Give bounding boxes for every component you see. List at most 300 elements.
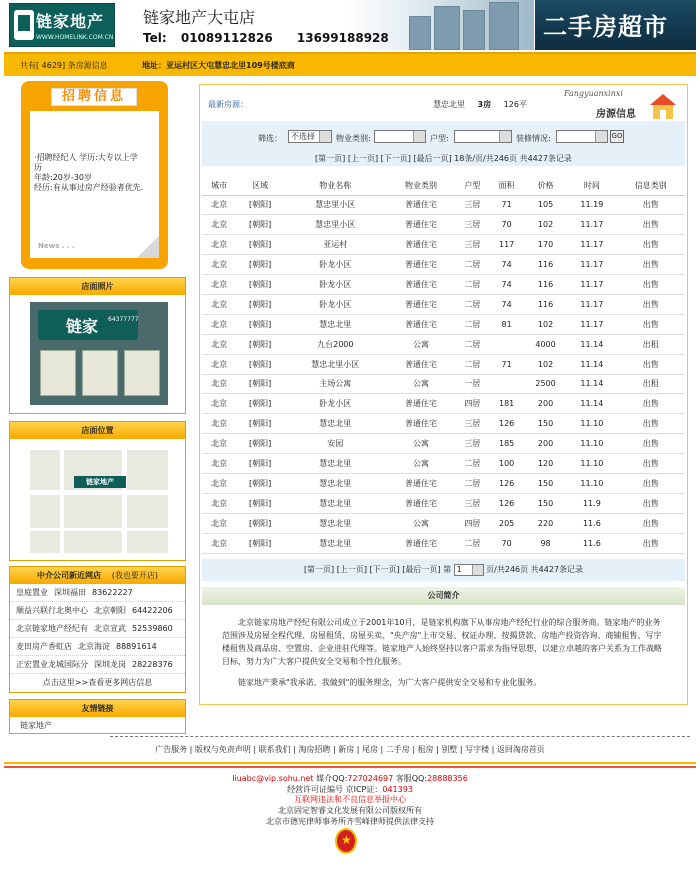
table-cell: 出租 [616,334,685,354]
table-cell: [朝阳] [236,255,284,275]
table-cell: 11.17 [567,255,616,275]
table-cell: 205 [490,513,524,533]
table-cell: [朝阳] [236,493,284,513]
agency-name: 皇庭置业 [16,588,48,597]
table-cell: 出售 [616,454,685,474]
table-cell: 120 [524,454,568,474]
tel-label: Tel: [143,31,167,45]
table-cell: 70 [490,215,524,235]
bottom-pager [202,559,685,581]
table-cell: 11.17 [567,314,616,334]
table-cell: 11.17 [567,275,616,295]
table-cell: 11.10 [567,454,616,474]
table-cell: 出售 [616,215,685,235]
store-sign [38,310,138,340]
table-cell: 北京 [202,215,236,235]
table-cell[interactable]: 九台2000 [284,334,387,354]
intro-paragraph: 链家地产秉承"我承诺、我做到"的服务理念，为广大客户提供安全交易和专业化服务。 [238,678,542,687]
store-address: 地址：亚运村区大屯慧忠北里109号楼底商 [142,61,295,70]
agency-area: 北京朝阳 [94,606,126,615]
table-cell[interactable]: 慧忠北里 [284,314,387,334]
recent-listing[interactable] [433,99,537,110]
table-cell: 二居 [455,294,489,314]
map-road [60,450,64,553]
intro-paragraph: 北京链家房地产经纪有限公司成立于2001年10月，是链家机构旗下从事房地产经纪行业的综合服务商。链家地产的业务范围涉及房屋全程代理、房屋租赁、房屋买卖、"央产房"上市交易、权证办理、按揭贷款、房地产投资咨询、商铺租售、写字楼租售及商品房、空置房、企业进驻代理等。链家地产人始终坚持以客户需求为指导思想，以建立卓越的客户关系为工作战略目标，努力为广大客户提供安全交易和个性化服务。 [222,618,662,666]
type-select[interactable] [374,130,426,143]
table-cell: 二居 [455,454,489,474]
recruit-line: 年龄:20岁-30岁 [34,173,92,182]
agency-item[interactable] [10,620,185,638]
agencies-title: 中介公司新近网店 [36,571,101,580]
agency-tel: 88891614 [116,642,157,651]
table-cell: 出租 [616,374,685,394]
table-cell[interactable]: 慧忠北里小区 [284,354,387,374]
table-cell: 出售 [616,275,685,295]
table-cell: 出售 [616,294,685,314]
table-cell[interactable]: 慧忠北里 [284,493,387,513]
table-cell [490,374,524,394]
table-cell: 11.19 [567,195,616,215]
logo[interactable] [9,3,115,47]
store-photo-title: 店面照片 [10,278,185,295]
qq-number: 727024697 [347,774,394,783]
bottom-pager-links[interactable]: [第一页] [上一页] [下一页] [最后一页] 第 [303,565,452,574]
type-label: 物业类别: [336,134,371,143]
map-road [122,450,127,553]
store-sign-phone: 64377777 [108,316,139,323]
table-cell: 公寓 [387,513,456,533]
table-cell: 11.6 [567,533,616,553]
store-photo-panel [9,277,186,414]
building-image [489,2,519,50]
store-photo-image[interactable] [30,302,168,405]
layout-select[interactable] [454,130,512,143]
police-emblem-icon[interactable] [335,828,357,854]
store-map[interactable] [30,450,168,553]
agency-item[interactable] [10,584,185,602]
table-cell: [朝阳] [236,354,284,374]
table-cell: 185 [490,434,524,454]
table-cell: 北京 [202,414,236,434]
table-cell[interactable]: 主场公寓 [284,374,387,394]
table-cell: 北京 [202,374,236,394]
recent-rooms: 3房 [477,100,492,109]
agencies-header [10,567,185,584]
table-cell: 北京 [202,195,236,215]
house-icon [648,91,678,121]
table-cell: 102 [524,314,568,334]
friends-title: 友情链接 [10,700,185,717]
table-cell[interactable]: 慧忠北里 [284,414,387,434]
table-cell: 2500 [524,374,568,394]
table-cell: 北京 [202,334,236,354]
table-cell: 北京 [202,235,236,255]
open-store-link[interactable]: (我也要开店) [111,571,159,580]
kefu-number: 28888356 [427,774,468,783]
table-cell: [朝阳] [236,473,284,493]
footer-stripe [4,762,696,764]
table-cell: 普通住宅 [387,255,456,275]
table-cell: 北京 [202,275,236,295]
table-row[interactable] [202,473,685,493]
table-row[interactable] [202,255,685,275]
main-content [199,84,688,705]
agency-tel: 28228376 [132,660,173,669]
tel-1: 01089112826 [180,31,273,45]
slogan-banner [535,0,696,50]
table-cell: 11.10 [567,473,616,493]
agency-area: 深圳龙岗 [94,660,126,669]
table-cell: 普通住宅 [387,314,456,334]
filter-select[interactable]: 不选择 [288,130,332,143]
table-cell: 普通住宅 [387,414,456,434]
table-cell: [朝阳] [236,334,284,354]
table-cell: 出售 [616,414,685,434]
table-cell: 普通住宅 [387,195,456,215]
table-cell[interactable]: 卧龙小区 [284,294,387,314]
building-image [409,16,431,50]
column-header: 信息类别 [616,176,685,195]
table-cell: 普通住宅 [387,294,456,314]
table-cell: 二居 [455,255,489,275]
agency-area: 北京宣武 [94,624,126,633]
header [4,0,696,50]
table-cell: 三居 [455,235,489,255]
table-cell: [朝阳] [236,314,284,334]
table-cell: 普通住宅 [387,493,456,513]
table-cell: 出售 [616,434,685,454]
table-row[interactable] [202,314,685,334]
table-header-row [202,176,685,195]
table-cell: 150 [524,414,568,434]
lawyer-notice: 北京市德宪律师事务所齐雪峰律师提供法律支持 [266,817,434,826]
recruit-paper [30,111,159,258]
table-cell: 普通住宅 [387,235,456,255]
table-cell: 二居 [455,473,489,493]
footer-email[interactable]: liuabc@vip.sohu.net [232,774,314,783]
logo-mark-icon [14,10,34,40]
table-row[interactable] [202,434,685,454]
office-name: 链家地产大屯店 [143,8,256,27]
table-cell: [朝阳] [236,454,284,474]
logo-text: 链家地产 [36,12,105,31]
table-row[interactable] [202,334,685,354]
footer-contact [0,773,700,784]
tel-2: 13699188928 [296,31,389,45]
table-body [202,195,685,553]
table-cell: [朝阳] [236,215,284,235]
intro-title: 公司简介 [202,587,685,605]
license-number[interactable]: 041393 [382,785,413,794]
table-cell: 11.17 [567,235,616,255]
newest-label: 最新房源： [208,100,248,109]
decor-select[interactable] [556,130,608,143]
map-road [30,528,168,531]
table-cell: 126 [490,493,524,513]
store-window [82,350,118,396]
table-cell: [朝阳] [236,394,284,414]
table-cell: 11.14 [567,394,616,414]
table-cell[interactable]: 安园 [284,434,387,454]
column-header: 户型 [455,176,489,195]
table-cell: 74 [490,255,524,275]
table-cell: 普通住宅 [387,354,456,374]
agencies-panel [9,566,186,693]
table-row[interactable] [202,354,685,374]
agency-name: 北京链家地产经纪有 [16,624,88,633]
table-cell: [朝阳] [236,235,284,255]
table-cell: 出售 [616,513,685,533]
table-cell: 普通住宅 [387,394,456,414]
table-cell: 出售 [616,195,685,215]
table-cell[interactable]: 慧忠北里 [284,454,387,474]
building-image [434,6,460,50]
table-cell: 出售 [616,473,685,493]
table-cell: 11.17 [567,215,616,235]
column-header: 面积 [490,176,524,195]
friends-panel [9,699,186,734]
table-cell: 出售 [616,394,685,414]
report-link[interactable]: 互联网违法和不良信息举报中心 [294,795,406,804]
table-cell: 出售 [616,493,685,513]
top-pager[interactable]: [第一页] [上一页] [下一页] [最后一页] 18条/页/共246页 共4427条记录 [315,154,572,163]
license-label: 经营许可证编号 京ICP证： [287,785,383,794]
column-header: 物业名称 [284,176,387,195]
table-cell: 三居 [455,215,489,235]
table-cell: 普通住宅 [387,473,456,493]
column-header: 城市 [202,176,236,195]
more-agencies-link[interactable]: 点击这里>>查看更多网店信息 [42,678,153,687]
table-cell: 181 [490,394,524,414]
column-header: 时间 [567,176,616,195]
table-cell: 4000 [524,334,568,354]
table-cell: 三居 [455,195,489,215]
agency-name: 顺益兴联行北奥中心 [16,606,88,615]
table-row[interactable] [202,513,685,533]
listing-count: 共有[ 4629] 条房源信息 [20,61,108,70]
table-cell: 98 [524,533,568,553]
table-row[interactable] [202,215,685,235]
tel-line [143,31,389,45]
store-location-panel [9,421,186,561]
map-road [30,490,168,495]
table-cell: [朝阳] [236,533,284,553]
table-cell: 150 [524,473,568,493]
recruit-line: 经历:有从事过房产经验者优先. [34,183,144,192]
table-cell: 北京 [202,473,236,493]
table-cell: 北京 [202,454,236,474]
table-cell: 二居 [455,314,489,334]
table-cell: 普通住宅 [387,533,456,553]
table-cell: 200 [524,394,568,414]
table-cell: 70 [490,533,524,553]
listing-info-badge [564,89,682,123]
table-cell: 北京 [202,354,236,374]
table-cell[interactable]: 慧忠北里 [284,533,387,553]
store-window [40,350,76,396]
table-row[interactable] [202,493,685,513]
table-cell: [朝阳] [236,513,284,533]
footer-divider [110,736,690,737]
table-cell: [朝阳] [236,294,284,314]
table-cell: 二居 [455,354,489,374]
table-cell: 117 [490,235,524,255]
kefu-label: 客服QQ: [395,774,428,783]
table-cell: [朝阳] [236,195,284,215]
table-cell: 11.10 [567,414,616,434]
store-window [124,350,160,396]
table-cell[interactable]: 卧龙小区 [284,275,387,295]
table-cell: 116 [524,275,568,295]
table-cell: 北京 [202,255,236,275]
table-cell: 11.14 [567,374,616,394]
table-cell: 11.14 [567,334,616,354]
table-cell: 74 [490,275,524,295]
recruit-title: 招聘信息 [51,88,137,106]
building-image [463,10,485,50]
table-cell: 105 [524,195,568,215]
table-row[interactable] [202,195,685,215]
table-cell[interactable]: 卧龙小区 [284,255,387,275]
table-cell: [朝阳] [236,434,284,454]
listing-info-script: Fangyuanxinxi [564,89,623,98]
table-cell: 公寓 [387,374,456,394]
table-cell: 公寓 [387,434,456,454]
table-row[interactable] [202,374,685,394]
table-cell: 出售 [616,314,685,334]
table-cell: 102 [524,215,568,235]
table-cell: 126 [490,473,524,493]
table-cell: 北京 [202,294,236,314]
table-cell: 100 [490,454,524,474]
listing-table [202,176,685,554]
table-cell: 74 [490,294,524,314]
table-cell: 四居 [455,394,489,414]
agency-item[interactable] [10,656,185,674]
table-cell[interactable]: 慧忠北里 [284,473,387,493]
table-cell: 116 [524,294,568,314]
table-cell: 一居 [455,374,489,394]
table-cell: 北京 [202,533,236,553]
copyright: 北京固定智睿文化发展有限公司版权所有 [278,806,422,815]
news-label: News . . . [38,242,75,250]
table-cell[interactable]: 慧忠里小区 [284,215,387,235]
table-cell: 出售 [616,354,685,374]
store-sign-text: 链家 [66,317,99,336]
table-cell: 三居 [455,414,489,434]
agency-tel: 83622227 [92,588,133,597]
agency-name: 麦田房产香虹店 [16,642,72,651]
table-cell: 126 [490,414,524,434]
table-row[interactable] [202,294,685,314]
column-header: 价格 [524,176,568,195]
go-button[interactable]: GO [610,130,624,143]
column-header: 区域 [236,176,284,195]
slogan-text: 二手房超市 [543,13,668,41]
table-cell: 11.14 [567,354,616,374]
table-cell: 81 [490,314,524,334]
agency-name: 正宏置业龙城国际分 [16,660,88,669]
recruit-line: 历 [34,163,42,172]
column-header: 物业类别 [387,176,456,195]
table-cell: 170 [524,235,568,255]
table-cell: 三居 [455,434,489,454]
map-marker: 链家地产 [74,476,126,488]
table-cell: 71 [490,195,524,215]
table-row[interactable] [202,414,685,434]
table-cell[interactable]: 卧龙小区 [284,394,387,414]
table-row[interactable] [202,275,685,295]
agency-area: 北京海淀 [78,642,110,651]
listing-info-title: 房源信息 [596,109,636,120]
recent-name: 慧忠北里 [433,100,465,109]
table-row[interactable] [202,454,685,474]
info-bar [4,52,696,76]
bottom-pager-total: 页/共246页 共4427条记录 [486,565,584,574]
table-cell: 116 [524,255,568,275]
banner [119,0,534,50]
table-cell[interactable]: 慧忠里小区 [284,195,387,215]
table-cell: 102 [524,354,568,374]
qq-label: 媒介QQ: [316,774,348,783]
table-cell[interactable]: 亚运村 [284,235,387,255]
recruit-box [21,81,168,269]
table-row[interactable] [202,394,685,414]
table-cell: [朝阳] [236,275,284,295]
agency-area: 深圳福田 [54,588,86,597]
table-cell: 北京 [202,314,236,334]
table-cell: 二居 [455,334,489,354]
table-cell: 71 [490,354,524,374]
recent-area: 126平 [503,100,527,109]
table-cell: 三居 [455,493,489,513]
table-cell: 普通住宅 [387,215,456,235]
footer-nav[interactable]: 广告服务 | 版权与免责声明 | 联系我们 | 淘房招聘 | 新房 | 尾房 | 二手房 | 租房 | 别墅 | 写字楼 | 返回淘房首页 [155,745,545,754]
recruit-line: ·招聘经纪人 学历:大专以上学 [34,153,138,162]
store-location-title: 店面位置 [10,422,185,439]
table-cell: 出售 [616,255,685,275]
table-cell: 二居 [455,533,489,553]
table-cell: 四居 [455,513,489,533]
table-cell: 普通住宅 [387,275,456,295]
table-cell[interactable]: 慧忠北里 [284,513,387,533]
agency-item[interactable] [10,638,185,656]
table-cell: 北京 [202,434,236,454]
table-cell: 11.10 [567,434,616,454]
table-cell: 200 [524,434,568,454]
table-cell: 11.6 [567,513,616,533]
table-row[interactable] [202,533,685,553]
table-row[interactable] [202,235,685,255]
table-cell: 二居 [455,275,489,295]
table-cell: 公寓 [387,454,456,474]
agency-tel: 64422206 [132,606,173,615]
table-cell: [朝阳] [236,414,284,434]
table-cell: 11.17 [567,294,616,314]
filter-bar [202,121,685,166]
agency-tel: 52539860 [132,624,173,633]
filter-label: 筛选： [258,134,282,143]
table-cell: 出售 [616,235,685,255]
decor-label: 装修情况: [516,134,551,143]
friend-link[interactable]: 链家地产 [20,721,52,730]
table-cell: [朝阳] [236,374,284,394]
agency-item[interactable] [10,602,185,620]
page-select[interactable]: 1 [454,564,484,576]
table-cell [490,334,524,354]
table-cell: 11.9 [567,493,616,513]
table-cell: 北京 [202,493,236,513]
